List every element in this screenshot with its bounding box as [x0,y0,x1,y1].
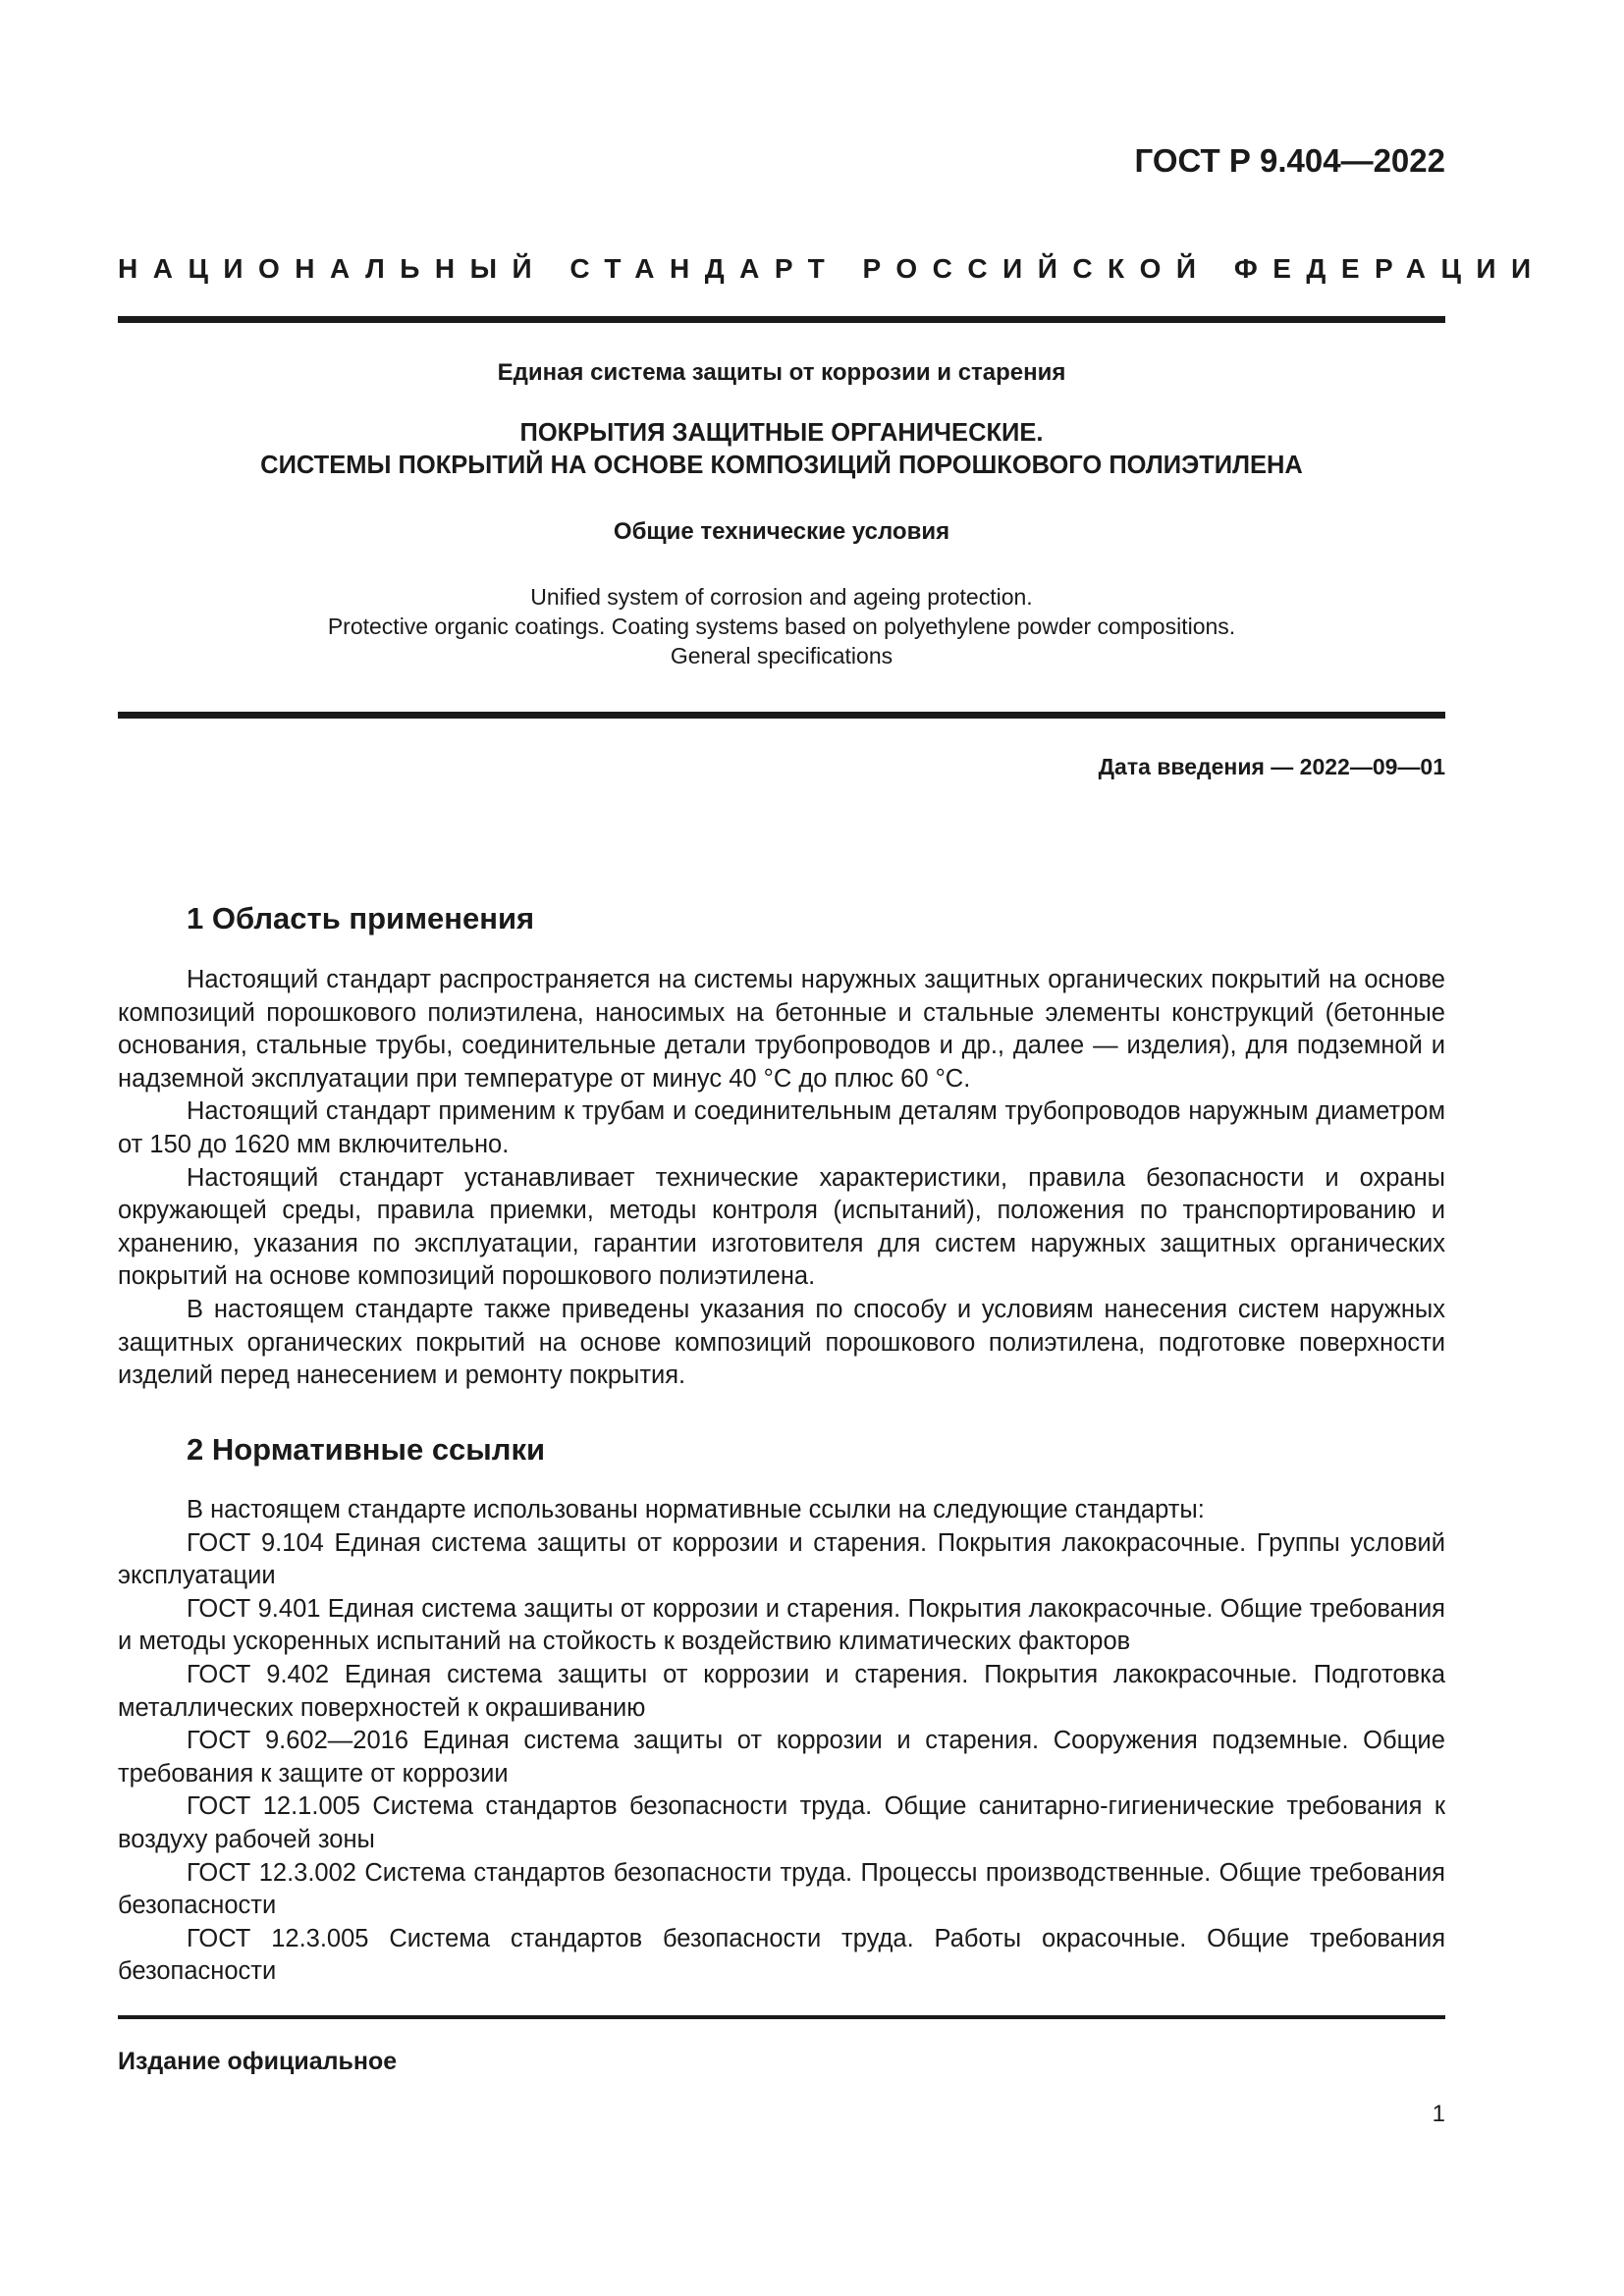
reference-item: ГОСТ 12.3.005 Система стандартов безопасности труда. Работы окрасочные. Общие требования безопасности [118,1924,1445,1986]
english-title [118,582,1445,670]
national-standard-banner: НАЦИОНАЛЬНЫЙ СТАНДАРТ РОССИЙСКОЙ ФЕДЕРАЦИИ [118,253,1546,284]
english-line-2: Protective organic coatings. Coating systems based on polyethylene powder compositions. [327,614,1236,639]
section-1-paragraph: Настоящий стандарт распространяется на системы наружных защитных органических покрытий на основе композиций порошкового полиэтилена, наносимых на бетонные и стальные элементы конструкций (бетонные основания, стальные трубы, соединительные детали трубопроводов и др., далее — изделия), для подземной и надземной эксплуатации при температуре от минус 40 °С до плюс 60 °С. [118,966,1445,1093]
reference-item: ГОСТ 9.402 Единая система защиты от коррозии и старения. Покрытия лакокрасочные. Подготовка металлических поверхностей к окрашиванию [118,1660,1445,1722]
top-rule [118,316,1445,323]
reference-item: ГОСТ 9.602—2016 Единая система защиты от коррозии и старения. Сооружения подземные. Общие требования к защите от коррозии [118,1727,1445,1788]
page-number: 1 [1432,2101,1445,2127]
reference-item: ГОСТ 12.3.002 Система стандартов безопасности труда. Процессы производственные. Общие требования безопасности [118,1858,1445,1920]
introduction-date: Дата введения — 2022—09—01 [1098,754,1445,779]
section-1-paragraph: Настоящий стандарт устанавливает технические характеристики, правила безопасности и охраны окружающей среды, правила приемки, методы контроля (испытаний), положения по транспортированию и хранению, указания по эксплуатации, гарантии изготовителя для систем наружных защитных органических покрытий на основе композиций порошкового полиэтилена. [118,1163,1445,1291]
section-1-paragraph: Настоящий стандарт применим к трубам и соединительным деталям трубопроводов наружным диаметром от 150 до 1620 мм включительно. [118,1097,1445,1158]
footer-rule [118,2015,1445,2019]
title-bottom-rule [118,712,1445,719]
document-title [118,417,1445,482]
section-1-heading: 1 Область применения [187,901,535,935]
document-designation: ГОСТ Р 9.404—2022 [1134,142,1445,179]
reference-item: ГОСТ 9.104 Единая система защиты от коррозии и старения. Покрытия лакокрасочные. Группы условий эксплуатации [118,1528,1445,1590]
standard-series: Единая система защиты от коррозии и старения [497,359,1066,386]
english-line-3: General specifications [670,643,893,668]
section-1-body [118,964,1445,1393]
english-line-1: Unified system of corrosion and ageing protection. [530,584,1033,610]
reference-item: В настоящем стандарте использованы нормативные ссылки на следующие стандарты: [187,1496,1205,1523]
title-line-2: СИСТЕМЫ ПОКРЫТИЙ НА ОСНОВЕ КОМПОЗИЦИЙ ПОРОШКОВОГО ПОЛИЭТИЛЕНА [260,452,1303,479]
reference-item: ГОСТ 9.401 Единая система защиты от коррозии и старения. Покрытия лакокрасочные. Общие требования и методы ускоренных испытаний на стойкость к воздействию климатических факторов [118,1594,1445,1656]
section-2-body [118,1494,1445,1989]
document-subtitle: Общие технические условия [613,518,950,545]
official-edition-label: Издание официальное [118,2048,398,2075]
section-1-paragraph: В настоящем стандарте также приведены указания по способу и условиям нанесения систем наружных защитных органических покрытий на основе композиций порошкового полиэтилена, подготовке поверхности изделий перед нанесением и ремонту покрытия. [118,1295,1445,1390]
reference-item: ГОСТ 12.1.005 Система стандартов безопасности труда. Общие санитарно-гигиенические требования к воздуху рабочей зоны [118,1792,1445,1853]
section-2-heading: 2 Нормативные ссылки [187,1432,546,1467]
title-line-1: ПОКРЫТИЯ ЗАЩИТНЫЕ ОРГАНИЧЕСКИЕ. [519,419,1044,447]
